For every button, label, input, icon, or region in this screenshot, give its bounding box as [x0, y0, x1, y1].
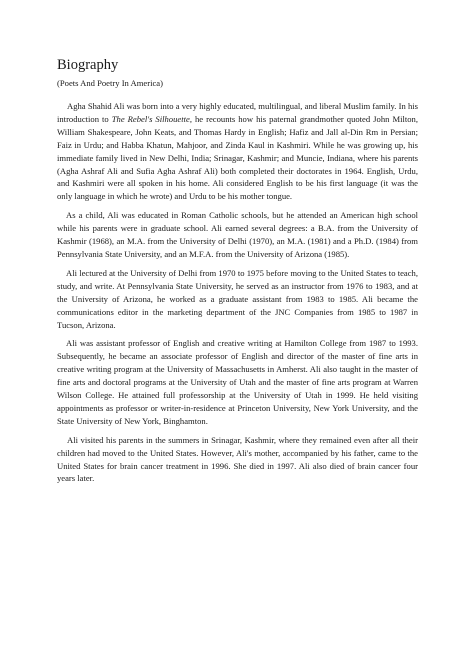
- book-title: The Rebel's Silhouette: [111, 113, 190, 124]
- paragraph-academic-career: Ali was assistant professor of English and creative writing at Hamilton College from 1987 to 1993. Subsequently, he became an associate professor of English and director of the master of fine arts in creative writing program at the University of Massachusetts in Amherst. Ali also taught in the master of fine arts and doctoral programs at the University of Utah and the master of fine arts program at Warren Wilson College. He attained full professorship at the University of Utah in 1999. He held visiting appointments as professor or writer-in-residence at Princeton University, New York University, and the State University of New York, Binghamton.: [57, 338, 418, 426]
- paragraph-early-career: Ali lectured at the University of Delhi from 1970 to 1975 before moving to the United States to teach, study, and write. At Pennsylvania State University, he served as an instructor from 1976 to 1983, and at the University of Arizona, he worked as a graduate assistant from 1983 to 1985. Ali became the communications editor in the marketing department of the JNC Companies from 1985 to 1987 in Tucson, Arizona.: [57, 267, 418, 330]
- document-page: [57, 57, 418, 491]
- paragraph-text: , he recounts how his paternal grandmother quoted John Milton, William Shakespeare, John Keats, and Thomas Hardy in English; Hafiz and Jall al-Din Rm in Persian; Faiz in Urdu; and Habba Khatun, Mahjoor, and Zinda Kaul in Kashmiri. While he was growing up, his immediate family lived in New Delhi, India; Srinagar, Kashmir; and Muncie, Indiana, where his parents (Agha Ashraf Ali and Sufia Agha Ashraf Ali) both completed their doctorates in 1964. English, Urdu, and Kashmiri were all spoken in his home. Ali considered English to be his first language (it was the only language in which he wrote) and Urdu to be his mother tongue.: [57, 113, 418, 202]
- paragraph-family-background: [57, 100, 418, 203]
- page-subtitle: (Poets And Poetry In America): [57, 78, 163, 88]
- paragraph-text: Agha Shahid Ali was born into a very highly educated, multilingual, and liberal Muslim family. In his introduction to: [57, 101, 418, 124]
- paragraph-education: As a child, Ali was educated in Roman Catholic schools, but he attended an American high school while his parents were in graduate school. Ali earned several degrees: a B.A. from the University of Kashmir (1968), an M.A. from the University of Delhi (1970), an M.A. (1981) and a Ph.D. (1984) from Pennsylvania State University, and an M.F.A. from the University of Arizona (1985).: [57, 210, 418, 259]
- paragraph-family-later-life: Ali visited his parents in the summers in Srinagar, Kashmir, where they remained even after all their children had moved to the United States. However, Ali's mother, accompanied by his father, came to the United States for brain cancer treatment in 1996. She died in 1997. Ali also died of brain cancer four years later.: [57, 434, 418, 484]
- page-title: Biography: [57, 57, 119, 73]
